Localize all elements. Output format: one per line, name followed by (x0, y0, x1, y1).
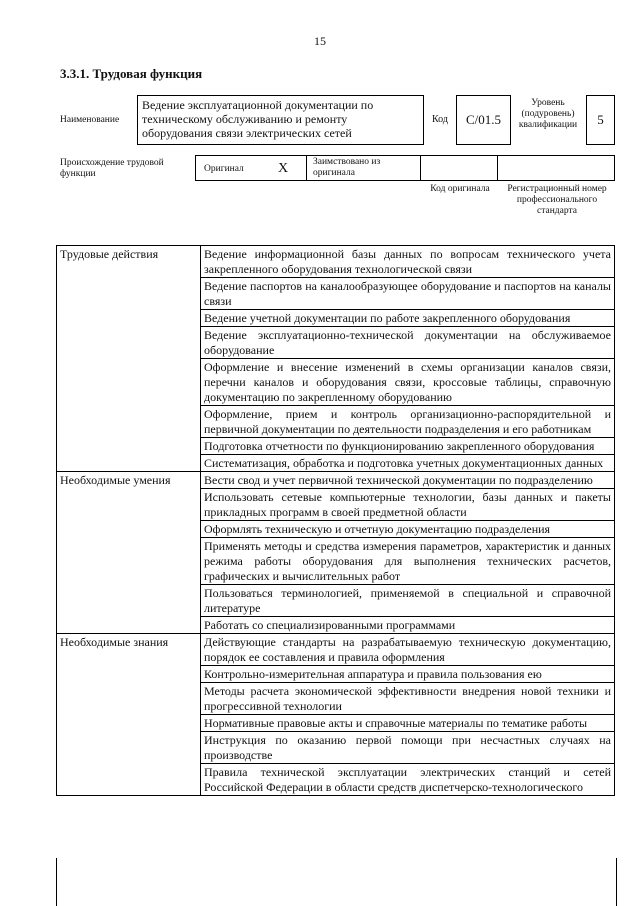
item-cell: Оформление, прием и контроль организационно-распорядительной и первичной документации по деятельности подразделения и его работникам (201, 406, 615, 438)
item-cell: Работать со специализированными программами (201, 617, 615, 634)
reg-number-cell (497, 155, 615, 181)
item-cell: Нормативные правовые акты и справочные материалы по тематике работы (201, 715, 615, 732)
item-cell: Действующие стандарты на разрабатываемую техническую документацию, порядок ее составления и правила оформления (201, 634, 615, 666)
item-cell: Ведение учетной документации по работе закрепленного оборудования (201, 310, 615, 327)
item-cell: Контрольно-измерительная аппаратура и правила пользования ею (201, 666, 615, 683)
orig-code-label: Код оригинала (430, 184, 490, 194)
functions-table (56, 245, 615, 796)
item-cell: Инструкция по оказанию первой помощи при несчастных случаях на производстве (201, 732, 615, 764)
table-row (57, 634, 615, 666)
level-label: Уровень (подуровень) квалификации (518, 98, 578, 130)
item-cell: Ведение информационной базы данных по вопросам технического учета закрепленного оборудования технологической связи (201, 246, 615, 278)
orig-code-cell (420, 155, 498, 181)
item-cell: Ведение эксплуатационно-технической документации на обслуживаемое оборудование (201, 327, 615, 359)
item-cell: Пользоваться терминологией, применяемой в специальной и справочной литературе (201, 585, 615, 617)
code-label: Код (432, 114, 448, 125)
category-cell: Необходимые умения (57, 472, 201, 634)
table-continuation (56, 858, 617, 906)
section-title: 3.3.1. Трудовая функция (60, 66, 203, 81)
origin-label: Происхождение трудовой функции (60, 158, 164, 179)
item-cell: Оформлять техническую и отчетную документацию подразделения (201, 521, 615, 538)
original-label: Оригинал (204, 164, 244, 174)
category-cell: Необходимые знания (57, 634, 201, 796)
borrowed-label: Заимствовано из оригинала (313, 157, 381, 178)
item-cell: Правила технической эксплуатации электрических станций и сетей Российской Федерации в области средств диспетчерско-технологического (201, 764, 615, 796)
item-cell: Систематизация, обработка и подготовка учетных документационных данных (201, 455, 615, 472)
item-cell: Использовать сетевые компьютерные технологии, базы данных и пакеты прикладных программ в своей предметной области (201, 489, 615, 521)
name-label: Наименование (60, 115, 120, 125)
item-cell: Ведение паспортов на каналообразующее оборудование и паспортов на каналы связи (201, 278, 615, 310)
function-name: Ведение эксплуатационной документации по техническому обслуживанию и ремонту оборудования связи электрических сетей (137, 95, 424, 145)
origin-row (195, 155, 615, 181)
original-mark: X (278, 161, 289, 176)
page-number: 15 (314, 34, 326, 48)
item-cell: Оформление и внесение изменений в схемы организации каналов связи, перечни каналов и оборудования связи, кроссовые таблицы, справочную документацию по закрепленному оборудованию (201, 359, 615, 406)
item-cell: Подготовка отчетности по функционированию закрепленного оборудования (201, 438, 615, 455)
table-row (57, 246, 615, 278)
function-level: 5 (586, 95, 615, 145)
category-cell: Трудовые действия (57, 246, 201, 472)
borrowed-cell (306, 155, 421, 181)
function-code: C/01.5 (456, 95, 511, 145)
item-cell: Вести свод и учет первичной технической документации по подразделению (201, 472, 615, 489)
original-cell (195, 155, 307, 181)
reg-number-label: Регистрационный номер профессионального стандарта (507, 184, 607, 216)
item-cell: Методы расчета экономической эффективности внедрения новой техники и прогрессивной технологии (201, 683, 615, 715)
table-row (57, 472, 615, 489)
item-cell: Применять методы и средства измерения параметров, характеристик и данных режима работы оборудования для выполнения технических расчетов, графических и вычислительных работ (201, 538, 615, 585)
